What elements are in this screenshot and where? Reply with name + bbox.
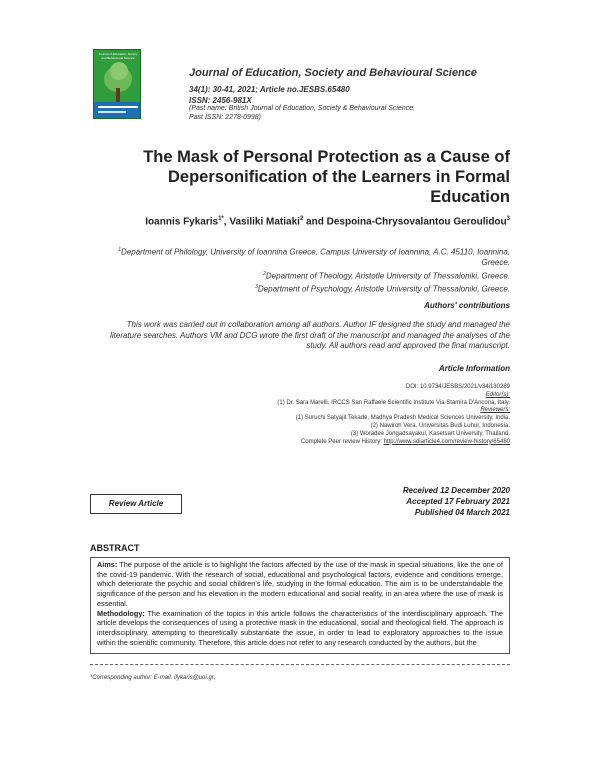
- affiliation-line: [90, 269, 510, 282]
- aims-text: The purpose of the article is to highlight the factors affected by the use of the mask in special situations, like the one of the covid-19 pandemic. With the research of social, educational and psychological factors, evidence and conditions emerge, which deteriorate the psychic and social children's life, studying in the formal education. The aim is to be understandable the significance of the person and his elevation in the modern educational and social reality, in an area where the use of mask is essential.: [97, 560, 503, 608]
- accepted-date: Accepted 17 February 2021: [406, 497, 510, 506]
- contributions-text: This work was carried out in collaboration among all authors. Author IF designed the study and managed the literature searches. Authors VM and DCG wrote the first draft of the manuscript and managed the analyses of the study. All authors read and approved the final manuscript.: [110, 320, 510, 350]
- methodology-text: The examination of the topics in this article follows the characteristics of the interdisciplinary approach. The article develops the consequences of using a protective mask in the educational, social and theological field. The approach is interdisciplinary, attempting to theoretically substantiate the issue, in order to lead to exploratory approaches to the issue within the scientific community. Therefore, this article does not refer to any research conducted by the authors, but the: [97, 608, 503, 647]
- affiliation-sup: 2: [263, 270, 266, 277]
- author-separator: and: [303, 216, 327, 228]
- reviewer-line: (2) Nawiroh Vera, Universitas Budi Luhur, Indonesia.: [370, 422, 510, 429]
- history-link[interactable]: http://www.sdiarticle4.com/review-history/65480: [383, 438, 510, 445]
- article-info: [170, 384, 510, 446]
- affiliation-sup: 1: [118, 247, 122, 253]
- editors-label: Editor(s):: [485, 391, 510, 398]
- article-type-badge: Review Article: [90, 494, 182, 514]
- affiliation-text: Department of Theology, Aristotle University of Thessaloniki, Greece.: [265, 271, 510, 281]
- author-sup: 1*: [218, 216, 224, 222]
- publication-dates: [300, 485, 510, 518]
- history-label: Complete Peer review History:: [300, 438, 384, 445]
- cover-title-text: Journal of Education, Society and Behavioural Science: [98, 52, 138, 60]
- editor-line: (1) Dr. Sara Marelli, IRCCS San Raffaele Scientific Institute Via Stamira D'Ancona, Italy.: [277, 399, 510, 406]
- author-name: Despoina-Chrysovalantou Geroulidou: [326, 216, 507, 228]
- author-sup: 2: [299, 216, 304, 222]
- cover-bar: [98, 111, 126, 113]
- volume-line: 34(1): 30-41, 2021; Article no.JESBS.65480: [189, 85, 350, 94]
- doi-line: DOI: 10.9734/JESBS/2021/v34i130289: [405, 384, 510, 390]
- article-info-heading: Article Information: [438, 364, 510, 373]
- affiliation-text: Department of Psychology, Aristotle University of Thessaloniki, Greece.: [257, 284, 510, 294]
- author-name: Vasiliki Matiaki: [229, 216, 300, 228]
- reviewer-line: (3) Woradee Jongadsayakul, Kasetsart University, Thailand.: [350, 430, 510, 437]
- corresponding-author-footnote: *Corresponding author: E-mail: ifykaris@uoi.gr;: [90, 675, 216, 681]
- tree-trunk-icon: [116, 88, 120, 102]
- affiliation-sup: 3: [255, 283, 258, 290]
- journal-meta: [189, 86, 415, 122]
- received-date: Received 12 December 2020: [402, 486, 510, 495]
- journal-name: Journal of Education, Society and Behavioural Science: [189, 67, 477, 79]
- affiliation-line: [90, 282, 510, 295]
- past-name-line: (Past name: British Journal of Education, Society & Behavioural Science,: [189, 105, 416, 113]
- published-date: Published 04 March 2021: [414, 508, 510, 517]
- footnote-divider: [90, 664, 510, 665]
- abstract-aims: [97, 560, 503, 609]
- abstract-box: [90, 557, 510, 654]
- author-separator: ,: [223, 216, 230, 228]
- abstract-methodology: [97, 609, 503, 648]
- journal-cover-thumbnail: [93, 49, 141, 119]
- cover-bar: [98, 106, 138, 108]
- reviewers-label: Reviewers:: [480, 407, 510, 414]
- author-list: [60, 216, 510, 227]
- article-title: The Mask of Personal Protection as a Cause of Depersonification of the Learners in Formal Education: [143, 148, 510, 206]
- aims-label: Aims:: [97, 560, 118, 569]
- reviewer-line: (1) Suruchi Satyajit Tekade, Madhya Pradesh Medical Sciences University, India.: [295, 415, 510, 422]
- tree-icon-crown: [110, 62, 128, 80]
- abstract-heading: ABSTRACT: [90, 543, 140, 553]
- methodology-label: Methodology:: [97, 608, 145, 618]
- affiliations: [90, 245, 510, 295]
- past-issn-line: Past ISSN: 2278-0998): [189, 113, 261, 121]
- issn-line: ISSN: 2456-981X: [189, 95, 252, 105]
- affiliation-text: Department of Philology, University of Ioannina Greece, Campus University of Ioannina, A.C. 45110, Ioannina, Greece.: [121, 247, 510, 268]
- author-name: Ioannis Fykaris: [145, 216, 219, 228]
- affiliation-line: [90, 245, 510, 269]
- author-sup: 3: [506, 216, 510, 222]
- peer-review-history: [170, 439, 510, 447]
- contributions-heading: Authors' contributions: [424, 301, 510, 310]
